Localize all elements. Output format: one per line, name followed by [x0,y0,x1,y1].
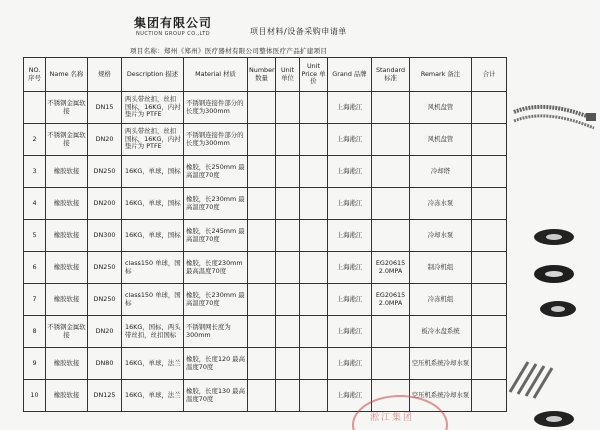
cell-standard [372,156,410,188]
cell-name: 橡胶软接 [46,380,88,412]
table-row [24,220,507,252]
cell-remark: 风机盘管 [410,92,472,124]
cell-grand: 上海淞江 [328,92,372,124]
cell-standard [372,188,410,220]
cell-desc: 16KG，单球，国标 [122,220,184,252]
cell-no [24,92,46,124]
rubber-joint-photo [534,411,574,427]
rubber-joint-photo [540,301,576,317]
cell-no: 6 [24,252,46,284]
cell-name: 不锈钢金属软接 [46,316,88,348]
cell-number [248,284,276,316]
cell-no: 4 [24,188,46,220]
cell-name: 橡胶软接 [46,188,88,220]
form-title: 项目材料/设备采购申请单 [250,27,347,36]
cell-unit [276,156,300,188]
cell-price [300,348,328,380]
cell-spec: DN20 [88,124,122,156]
cell-unit [276,188,300,220]
cell-remark: 冷却水泵 [410,220,472,252]
column-header-total: 合计 [472,58,507,92]
cell-remark: 制冷机组 [410,252,472,284]
column-header-desc: Description 描述 [122,58,184,92]
hose-set-photo [510,362,552,398]
cell-spec: DN125 [88,380,122,412]
cell-price [300,252,328,284]
cell-total [472,284,507,316]
cell-remark: 板冷水盘系统 [410,316,472,348]
cell-price [300,188,328,220]
cell-number [248,92,276,124]
column-header-no: NO. 序号 [24,58,46,92]
cell-price [300,284,328,316]
cell-remark: 风机盘管 [410,124,472,156]
cell-unit [276,220,300,252]
cell-number [248,124,276,156]
cell-no: 2 [24,124,46,156]
cell-desc: 16KG，单球，法兰 [122,348,184,380]
cell-name: 橡胶软接 [46,220,88,252]
cell-total [472,92,507,124]
column-header-price: Unit Price 单价 [300,58,328,92]
cell-material: 橡胶，长230mm 最高温度70度 [184,188,248,220]
column-header-material: Material 材质 [184,58,248,92]
cell-price [300,220,328,252]
cell-material: 橡胶，长度130 最高温度70度 [184,380,248,412]
cell-remark: 空压机系统冷却水泵 [410,348,472,380]
table-row [24,284,507,316]
cell-standard [372,348,410,380]
cell-number [248,188,276,220]
cell-desc: 16KG，国标，两头带丝扣，丝扣国标 [122,316,184,348]
company-name-en: NUCTION GROUP CO.,LTD [136,31,211,37]
cell-grand: 上海淞江 [328,316,372,348]
cell-material: 不锈钢连接件部分的长度为300mm [184,92,248,124]
cell-number [248,316,276,348]
column-header-standard: Standard 标准 [372,58,410,92]
stamp-text: 淞江集团 [370,413,415,423]
cell-spec: DN15 [88,92,122,124]
cell-name: 不锈钢金属软接 [46,124,88,156]
document-header [0,6,600,58]
cell-no: 10 [24,380,46,412]
cell-price [300,316,328,348]
cell-standard [372,316,410,348]
cell-desc: class150 单球，国标 [122,284,184,316]
rubber-joint-photo [534,229,574,245]
cell-unit [276,348,300,380]
cell-number [248,156,276,188]
cell-desc: 16KG，单球，国标 [122,188,184,220]
cell-no: 9 [24,348,46,380]
column-header-unit: Unit 单位 [276,58,300,92]
cell-name: 橡胶软接 [46,252,88,284]
cell-spec: DN250 [88,284,122,316]
cell-total [472,380,507,412]
cell-remark: 冷冻机组 [410,284,472,316]
column-header-spec: 规格 [88,58,122,92]
cell-number [248,348,276,380]
cell-grand: 上海淞江 [328,348,372,380]
cell-total [472,188,507,220]
requisition-table [23,57,507,412]
company-name: 集团有限公司 [134,16,213,30]
table-body [24,92,507,412]
cell-spec: DN20 [88,316,122,348]
project-line: 项目名称：郑州《郑州》医疗器材有限公司整体医疗产品扩建项目 [130,47,328,55]
cell-no: 5 [24,220,46,252]
cell-standard [372,220,410,252]
cell-desc: 两头带丝扣，丝扣国标，16KG，内衬垫片为 PTFE [122,124,184,156]
cell-material: 橡胶，长度120 最高温度70度 [184,348,248,380]
cell-standard [372,124,410,156]
cell-grand: 上海淞江 [328,284,372,316]
cell-name: 橡胶软接 [46,156,88,188]
table-row [24,252,507,284]
cell-name: 橡胶软接 [46,284,88,316]
column-header-number: Number 数量 [248,58,276,92]
cell-spec: DN250 [88,156,122,188]
cell-total [472,316,507,348]
cell-material: 不锈钢网长度为300mm [184,316,248,348]
table-row [24,92,507,124]
cell-material: 橡胶，长度230mm 最高温度70度 [184,252,248,284]
cell-price [300,156,328,188]
cell-standard: EG20615 2.0MPA [372,284,410,316]
table-row [24,348,507,380]
cell-desc: 16KG，单球，法兰 [122,380,184,412]
cell-grand: 上海淞江 [328,124,372,156]
cell-unit [276,92,300,124]
photos-svg [506,57,600,430]
cell-grand: 上海淞江 [328,252,372,284]
cell-total [472,252,507,284]
cell-desc: 两头带丝扣，丝扣国标，16KG，内衬垫片为 PTFE [122,92,184,124]
cell-total [472,156,507,188]
cell-total [472,124,507,156]
rubber-joint-photo [534,265,574,283]
cell-desc: class150 单球，国标 [122,252,184,284]
table-header-row [24,58,507,92]
cell-grand: 上海淞江 [328,156,372,188]
cell-grand: 上海淞江 [328,220,372,252]
cell-material: 橡胶，长250mm 最高温度70度 [184,156,248,188]
cell-name: 橡胶软接 [46,348,88,380]
column-header-remark: Remark 备注 [410,58,472,92]
cell-standard [372,92,410,124]
cell-number [248,220,276,252]
cell-total [472,348,507,380]
table-row [24,316,507,348]
product-photos [506,57,600,430]
cell-material: 不锈钢连接件部分的长度为300mm [184,124,248,156]
table-row [24,188,507,220]
column-header-name: Name 名称 [46,58,88,92]
cell-spec: DN80 [88,348,122,380]
cell-no: 7 [24,284,46,316]
cell-unit [276,252,300,284]
cell-name: 不锈钢金属软接 [46,92,88,124]
cell-unit [276,380,300,412]
cell-grand: 上海淞江 [328,380,372,412]
cell-remark: 空压机系统冷却水泵 [410,380,472,412]
cell-unit [276,284,300,316]
cell-spec: DN300 [88,220,122,252]
cell-standard: EG20615 2.0MPA [372,252,410,284]
cell-price [300,92,328,124]
table-row [24,156,507,188]
cell-grand: 上海淞江 [328,188,372,220]
cell-material: 橡胶，长245mm 最高温度70度 [184,220,248,252]
cell-number [248,252,276,284]
cell-no: 3 [24,156,46,188]
cell-unit [276,316,300,348]
cell-remark: 冷却塔 [410,156,472,188]
cell-spec: DN250 [88,252,122,284]
cell-number [248,380,276,412]
cell-spec: DN200 [88,188,122,220]
column-header-grand: Grand 品牌 [328,58,372,92]
cell-price [300,380,328,412]
cell-no: 8 [24,316,46,348]
cell-desc: 16KG，单球，国标 [122,156,184,188]
cell-remark: 冷冻水泵 [410,188,472,220]
braided-hose-photo [514,107,596,128]
cell-price [300,124,328,156]
cell-material: 橡胶，长230mm 最高温度70度 [184,284,248,316]
cell-unit [276,124,300,156]
cell-total [472,220,507,252]
table-row [24,124,507,156]
